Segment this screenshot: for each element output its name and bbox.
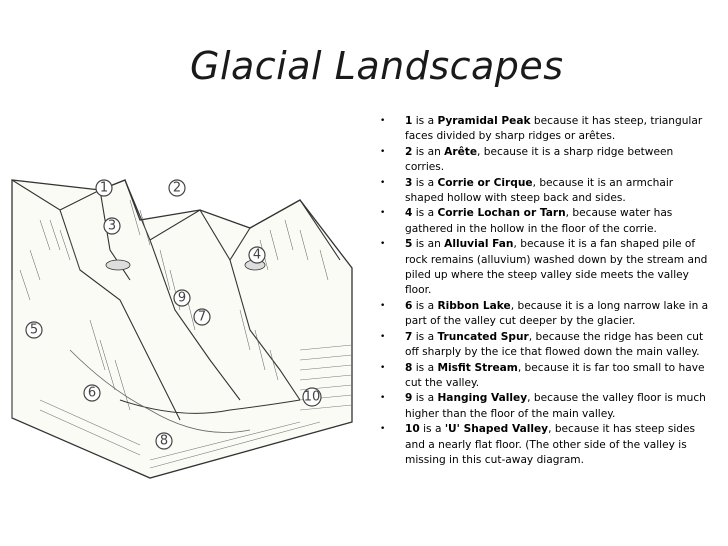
list-item: • 2 is an Arête, because it is a sharp ridge between corries. (380, 145, 674, 174)
list-item: • 1 is a Pyramidal Peak because it has steep, triangular faces divided by sharp ridges or arêtes. (380, 115, 703, 143)
diagram-label-2: 2 (172, 180, 182, 196)
list-item: • 3 is a Corrie or Cirque, because it is an armchair shaped hollow with steep back and sides. (380, 176, 674, 205)
diagram-label-10: 10 (303, 389, 321, 405)
diagram-label-7: 7 (197, 309, 207, 325)
diagram-label-3: 3 (107, 218, 117, 234)
feature-list (378, 114, 714, 468)
diagram-label-5: 5 (29, 322, 39, 338)
list-item: • 5 is an Alluvial Fan, because it is a fan shaped pile of rock remains (alluvium) washed down by the stream and piled up where the steep valley side meets the valley floor. (380, 238, 708, 297)
list-item: • 7 is a Truncated Spur, because the ridge has been cut off sharply by the ice that flowed down the main valley. (380, 330, 704, 359)
list-item: • 9 is a Hanging Valley, because the valley floor is much higher than the floor of the main valley. (380, 392, 706, 420)
diagram-label-8: 8 (159, 433, 169, 449)
list-item: • 10 is a 'U' Shaped Valley, because it has steep sides and a nearly flat floor. (The other side of the valley is missing in this cut-away diagram. (380, 423, 696, 466)
diagram-label-9: 9 (177, 290, 187, 306)
list-item: • 6 is a Ribbon Lake, because it is a long narrow lake in a part of the valley cut deeper by the glacier. (380, 299, 709, 328)
diagram-label-4: 4 (252, 247, 262, 263)
slide-title: Glacial Landscapes (190, 44, 564, 88)
list-item: • 4 is a Corrie Lochan or Tarn, because water has gathered in the hollow in the floor of the corrie. (380, 207, 673, 235)
list-item: • 8 is a Misfit Stream, because it is far too small to have cut the valley. (380, 361, 705, 389)
diagram-label-6: 6 (87, 385, 97, 401)
diagram-label-1: 1 (99, 180, 109, 196)
glacial-landscape-diagram (0, 160, 370, 480)
